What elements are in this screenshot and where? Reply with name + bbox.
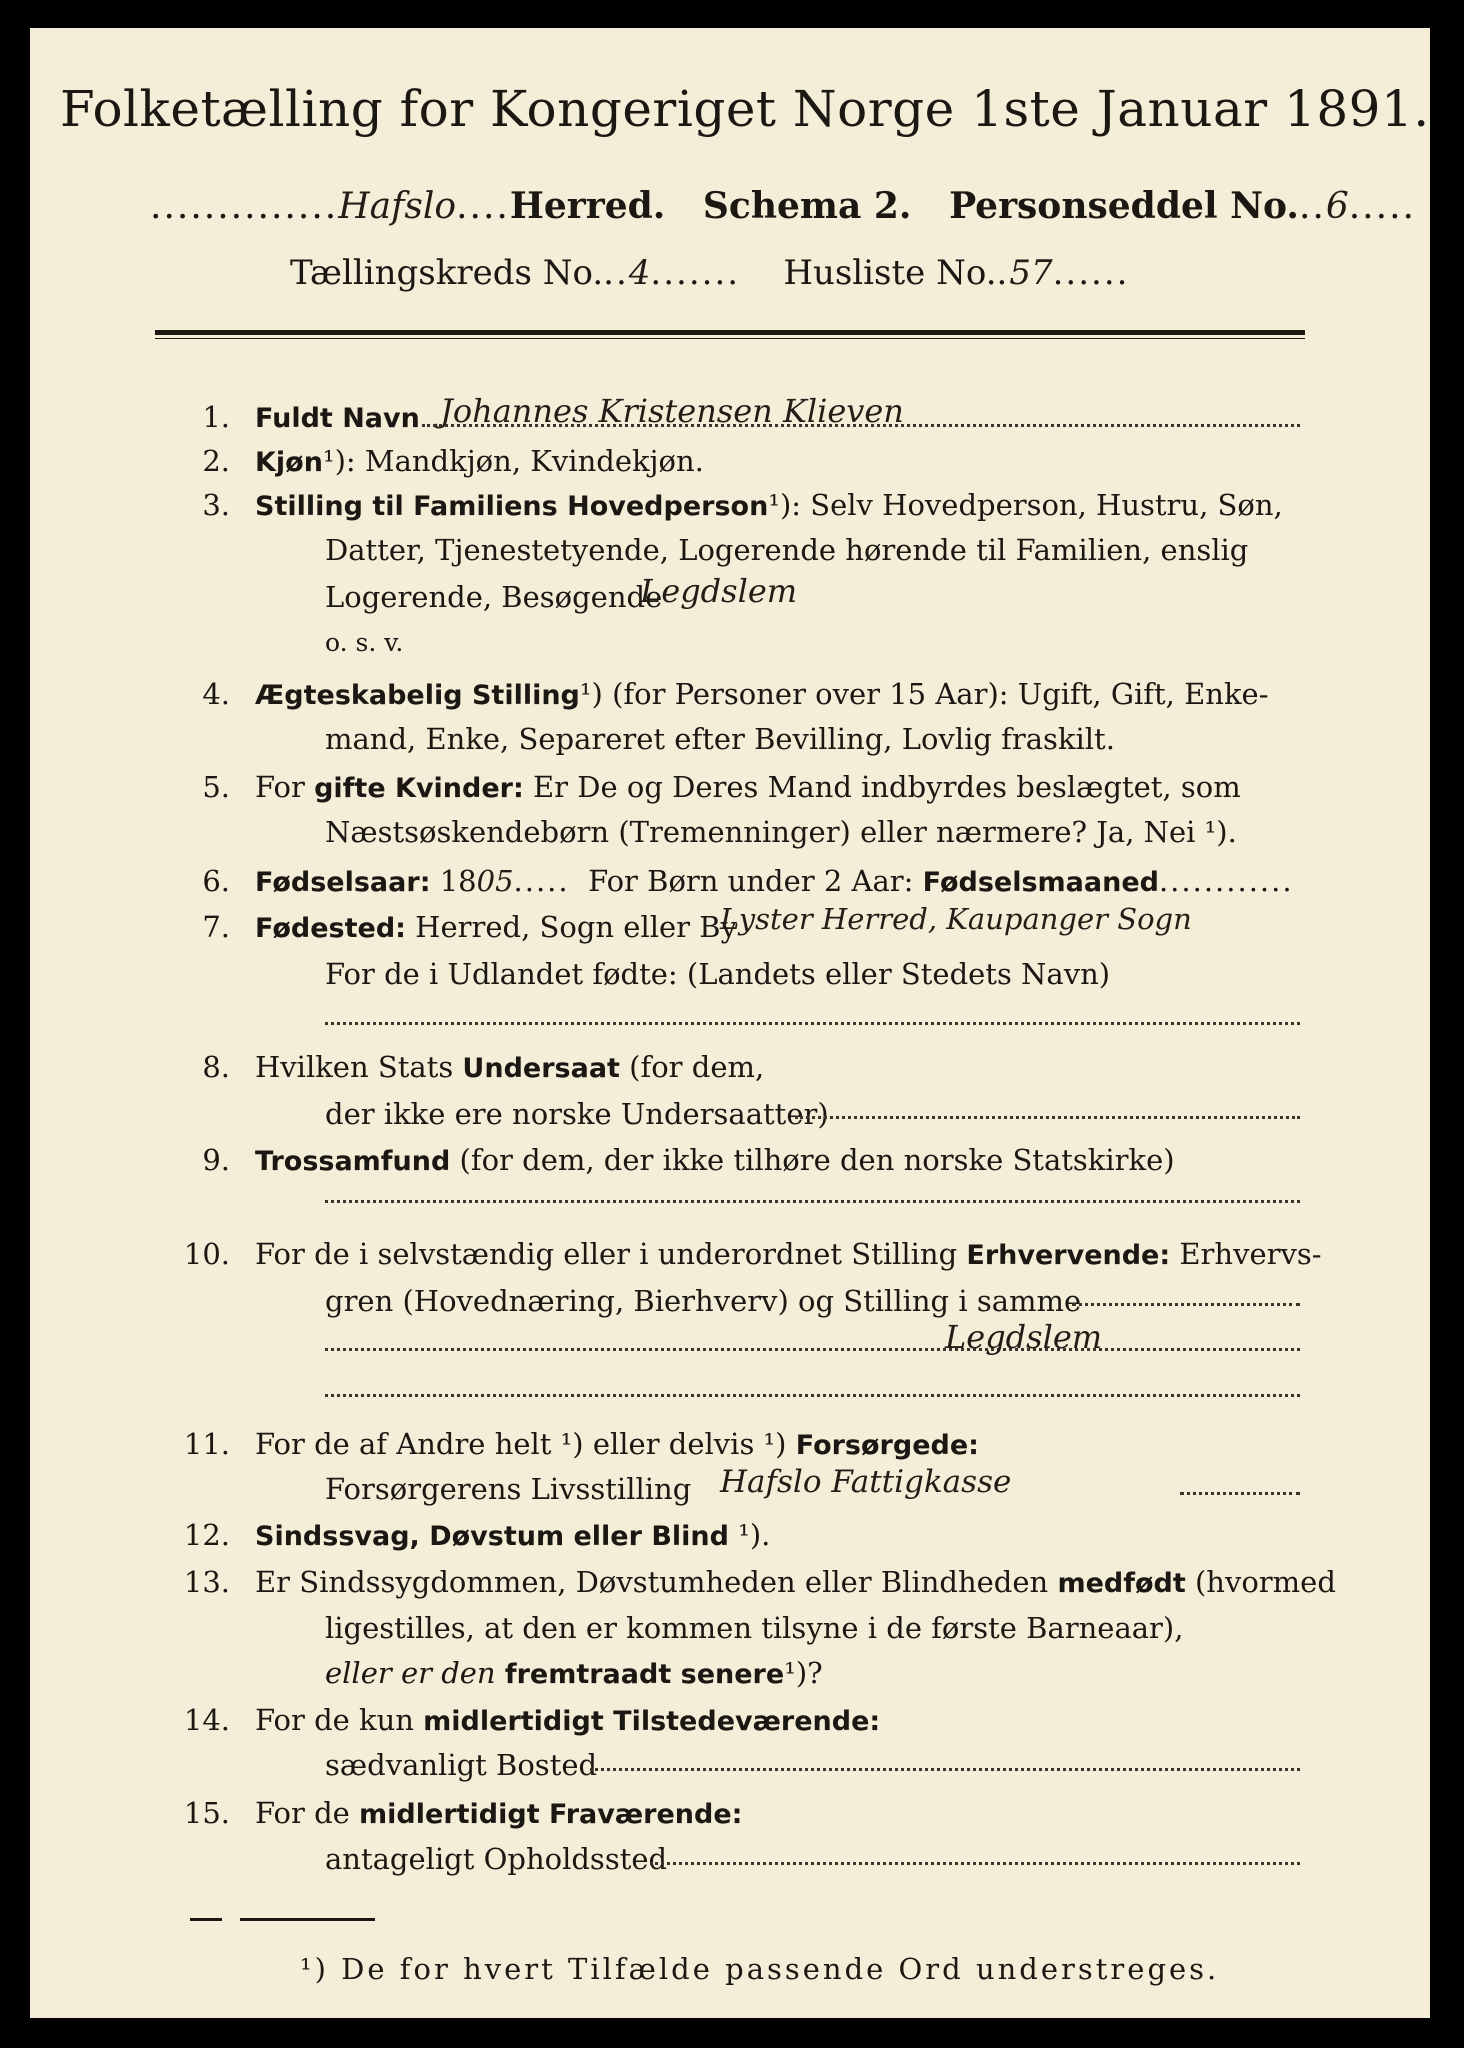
q10-row — [255, 1237, 1322, 1271]
q11-value: Hafslo Fattigkasse — [720, 1464, 1012, 1500]
q4-number: 4. — [202, 677, 230, 711]
q6-year-value: 05 — [476, 864, 514, 898]
q13-text-a: Er Sindssygdommen, Døvstumheden eller Blindheden — [255, 1565, 1049, 1599]
q8-label: Undersaat — [462, 1053, 620, 1084]
q1-row — [255, 400, 420, 434]
q3-row: Stilling til Familiens Hovedperson¹): Selv Hovedperson, Hustru, Søn, — [255, 488, 1283, 522]
q4-text-b: mand, Enke, Separeret efter Bevilling, Lovlig fraskilt. — [325, 722, 1115, 756]
q8-text-c: der ikke ere norske Undersaatter) — [325, 1097, 829, 1131]
q15-text-a: For de — [255, 1796, 350, 1830]
q14-text-b: sædvanligt Bosted — [325, 1748, 598, 1782]
kreds-value: 4 — [628, 253, 651, 293]
q6-text-a: For Børn under 2 Aar: — [588, 864, 914, 898]
q9-dotline — [325, 1200, 1300, 1203]
q10-value: Legdslem — [945, 1318, 1103, 1356]
q12-number: 12. — [183, 1518, 230, 1552]
q4-row: Ægteskabelig Stilling¹) (for Personer over 15 Aar): Ugift, Gift, Enke- — [255, 677, 1269, 711]
q3-text-c: Logerende, Besøgende — [325, 580, 663, 614]
q7-number: 7. — [202, 910, 230, 944]
q8-text-b: (for dem, — [629, 1050, 765, 1084]
form-title: Folketælling for Kongeriget Norge 1ste Januar 1891. — [60, 80, 1430, 138]
personseddel-value: 6 — [1325, 186, 1349, 227]
q4-text-a: (for Personer over 15 Aar): Ugift, Gift, Enke- — [612, 677, 1269, 711]
kreds-label: Tællingskreds No. — [290, 253, 604, 293]
q10-text-b: Erhvervs- — [1179, 1237, 1322, 1271]
q5-label: gifte Kvinder: — [314, 773, 524, 804]
q12-label: Sindssvag, Døvstum eller Blind — [255, 1521, 729, 1552]
q13-text-c: ligestilles, at den er kommen tilsyne i de første Barneaar), — [325, 1611, 1184, 1645]
q15-number: 15. — [183, 1796, 230, 1830]
q1-number: 1. — [202, 400, 230, 434]
q13-text-d: eller er den — [325, 1656, 496, 1690]
q4-label: Ægteskabelig Stilling — [255, 680, 580, 711]
header-line-kreds: Tællingskreds No...4....... Husliste No..57...... — [290, 253, 1130, 293]
q7-value: Lyster Herred, Kaupanger Sogn — [720, 902, 1192, 936]
q9-row — [255, 1143, 1175, 1177]
q2-number: 2. — [202, 444, 230, 478]
husliste-label: Husliste No. — [783, 253, 997, 293]
q7-row — [255, 910, 737, 944]
q10-number: 10. — [183, 1237, 230, 1271]
q7-text-a: Herred, Sogn eller By — [415, 910, 737, 944]
q10-label: Erhvervende: — [966, 1240, 1171, 1271]
q3-label: Stilling til Familiens Hovedperson — [255, 491, 769, 522]
q14-row — [255, 1703, 880, 1737]
q7-dotline — [325, 1022, 1300, 1025]
footnote-rule-short — [190, 1918, 222, 1921]
herred-label: Herred. — [509, 185, 666, 227]
q5-number: 5. — [202, 770, 230, 804]
q14-number: 14. — [183, 1703, 230, 1737]
q13-number: 13. — [183, 1565, 230, 1599]
q6-label: Fødselsaar: — [255, 867, 431, 898]
q11-dotline — [1180, 1492, 1300, 1495]
q2-options: Mandkjøn, Kvindekjøn. — [364, 444, 704, 478]
q3-text-d: o. s. v. — [325, 628, 404, 657]
q8-dotline — [795, 1116, 1300, 1119]
q9-number: 9. — [202, 1143, 230, 1177]
q14-label: midlertidigt Tilstedeværende: — [423, 1706, 881, 1737]
q5-text-b: Næstsøskendebørn (Tremenninger) eller nærmere? Ja, Nei ¹). — [325, 815, 1237, 849]
q11-text-a: For de af Andre helt ¹) eller delvis ¹) — [255, 1427, 787, 1461]
husliste-value: 57 — [1009, 253, 1053, 293]
q1-dotline — [422, 424, 1300, 427]
q13-label: medfødt — [1057, 1568, 1186, 1599]
q11-row — [255, 1427, 979, 1461]
q12-text-a: ¹). — [738, 1518, 771, 1552]
q14-dotline — [590, 1768, 1300, 1771]
q6-year-prefix: 18 — [439, 864, 477, 898]
q10-text-c: gren (Hovednæring, Bierhverv) og Stilling i samme — [325, 1284, 1082, 1318]
q5-label-pre: For — [255, 770, 305, 804]
q8-row — [255, 1050, 764, 1084]
q13-row-3 — [325, 1656, 823, 1690]
q3-text-a: Selv Hovedperson, Hustru, Søn, — [810, 488, 1283, 522]
q10-dotline-3 — [325, 1394, 1300, 1397]
q15-row — [255, 1796, 742, 1830]
header-rule — [155, 330, 1305, 335]
q7-text-b: For de i Udlandet fødte: (Landets eller Stedets Navn) — [325, 957, 1111, 991]
q13-text-e: ¹)? — [784, 1656, 823, 1690]
q5-row — [255, 770, 1241, 804]
herred-value: Hafslo — [338, 186, 457, 227]
q1-value: Johannes Kristensen Klieven — [440, 392, 904, 430]
q10-text-a: For de i selvstændig eller i underordnet Stilling — [255, 1237, 958, 1271]
footnote-rule — [240, 1918, 375, 1921]
q3-number: 3. — [202, 488, 230, 522]
q6-row: Fødselsaar: 1805..... For Børn under 2 Aar: Fødselsmaaned............ — [255, 864, 1294, 898]
header-line-herred: ..............Hafslo....Herred. Schema 2. Personseddel No...6..... — [150, 185, 1416, 227]
q15-dotline — [650, 1862, 1300, 1865]
q1-label: Fuldt Navn — [255, 403, 420, 434]
q11-text-b: Forsørgerens Livsstilling — [325, 1472, 692, 1506]
q6-label-b: Fødselsmaaned — [922, 867, 1159, 898]
q10-dotline-1 — [1072, 1303, 1300, 1306]
q5-text-a: Er De og Deres Mand indbyrdes beslægtet, som — [533, 770, 1241, 804]
q9-text-a: (for dem, der ikke tilhøre den norske Statskirke) — [459, 1143, 1175, 1177]
q11-label: Forsørgede: — [795, 1430, 979, 1461]
q3-value: Legdslem — [640, 572, 798, 610]
q8-text-a: Hvilken Stats — [255, 1050, 454, 1084]
q3-text-b: Datter, Tjenestetyende, Logerende hørende til Familien, enslig — [325, 533, 1249, 567]
q9-label: Trossamfund — [255, 1146, 451, 1177]
q15-label: midlertidigt Fraværende: — [359, 1799, 743, 1830]
header-rule-thin — [155, 338, 1305, 339]
q12-row — [255, 1518, 770, 1552]
q7-label: Fødested: — [255, 913, 406, 944]
q10-dotline-2 — [325, 1348, 1300, 1351]
q2-label: Kjøn — [255, 447, 323, 478]
q13-row — [255, 1565, 1336, 1599]
q13-text-b: (hvormed — [1194, 1565, 1336, 1599]
q8-number: 8. — [202, 1050, 230, 1084]
footnote: ¹) De for hvert Tilfælde passende Ord understreges. — [300, 1952, 1220, 1986]
q11-number: 11. — [183, 1427, 230, 1461]
q14-text-a: For de kun — [255, 1703, 414, 1737]
q13-label-b: fremtraadt senere — [504, 1659, 785, 1690]
schema-label: Schema 2. — [702, 185, 912, 227]
personseddel-label: Personseddel No. — [949, 185, 1299, 227]
q15-text-b: antageligt Opholdssted — [325, 1842, 668, 1876]
q6-number: 6. — [202, 864, 230, 898]
q2-row: Kjøn¹): Mandkjøn, Kvindekjøn. — [255, 444, 704, 478]
